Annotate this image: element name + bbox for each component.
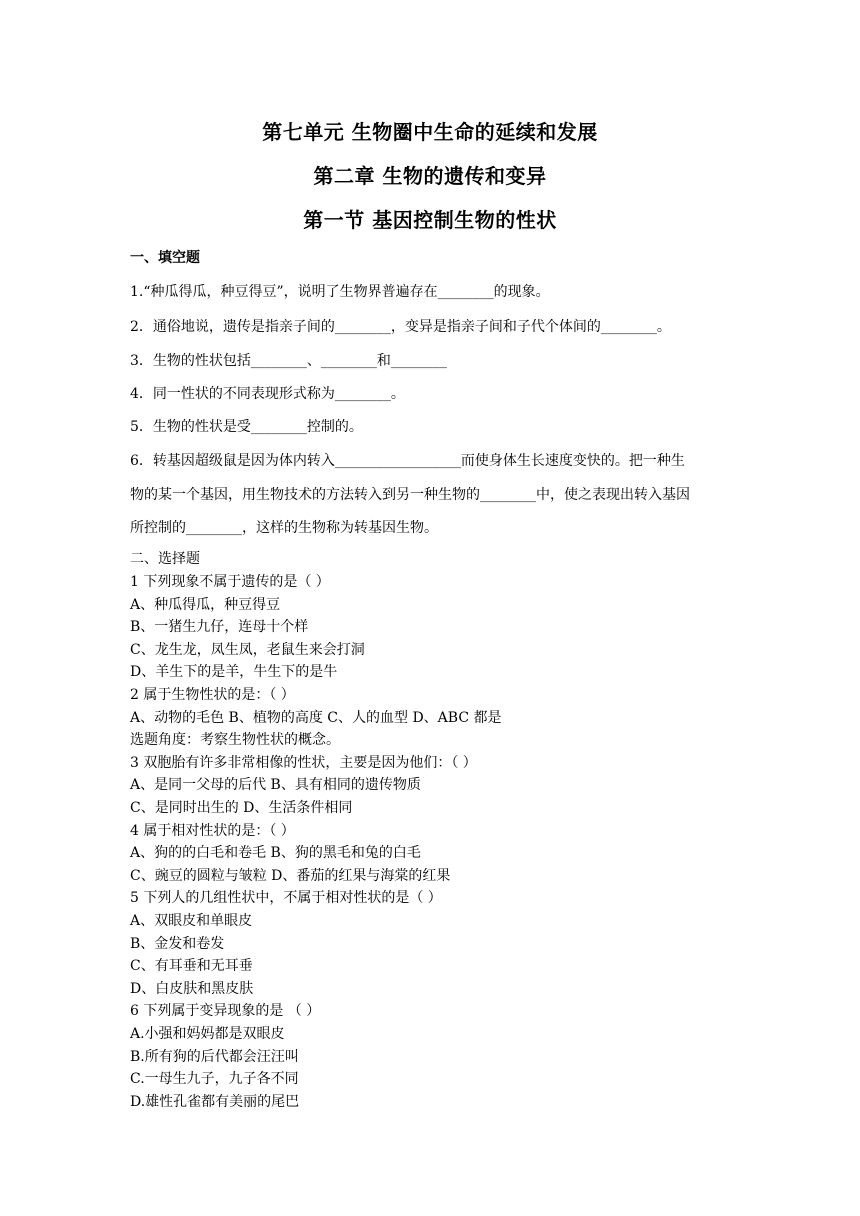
choice-line: 2 属于生物性状的是：（ ） xyxy=(130,687,295,703)
choice-line: B、一猪生九仔，连母十个样 xyxy=(130,619,309,636)
choice-line: C.一母生九子，九子各不同 xyxy=(130,1071,299,1088)
choice-line: A、种瓜得瓜，种豆得豆 xyxy=(130,596,281,613)
choice-line: A.小强和妈妈都是双眼皮 xyxy=(130,1026,285,1042)
fill-question-6-line-2: 物的某一个基因，用生物技术的方法转入到另一种生物的________中，使之表现出转入基因 xyxy=(130,487,690,503)
choice-line: D.雄性孔雀都有美丽的尾巴 xyxy=(130,1093,300,1110)
choice-line: D、白皮肤和黑皮肤 xyxy=(130,980,254,997)
fill-question-3: 3．生物的性状包括________、________和________ xyxy=(130,353,447,369)
choice-line: 选题角度：考察生物性状的概念。 xyxy=(130,732,340,749)
choice-line: 4 属于相对性状的是：（ ） xyxy=(130,822,295,839)
choice-line: 6 下列属于变异现象的是 （ ） xyxy=(130,1003,321,1020)
unit-title: 第七单元 生物圈中生命的延续和发展 xyxy=(262,120,598,144)
fill-question-2: 2．通俗地说，遗传是指亲子间的________，变异是指亲子间和子代个体间的________。 xyxy=(130,319,671,335)
fill-question-1: 1.“种瓜得瓜，种豆得豆”，说明了生物界普遍存在________的现象。 xyxy=(130,284,550,300)
choice-line: 1 下列现象不属于遗传的是（ ） xyxy=(130,574,330,590)
choice-line: A、双眼皮和单眼皮 xyxy=(130,913,253,929)
choice-line: 3 双胞胎有许多非常相像的性状，主要是因为他们：（ ） xyxy=(130,754,477,771)
chapter-title: 第二章 生物的遗传和变异 xyxy=(313,164,547,188)
choice-line: A、是同一父母的后代 B、具有相同的遗传物质 xyxy=(130,777,421,794)
choice-line: A、动物的毛色 B、植物的高度 C、人的血型 D、ABC 都是 xyxy=(130,709,502,726)
choice-line: 5 下列人的几组性状中，不属于相对性状的是（ ） xyxy=(130,890,442,907)
choice-line: D、羊生下的是羊，牛生下的是牛 xyxy=(130,664,338,681)
choice-heading: 二、选择题 xyxy=(130,551,200,567)
fill-question-4: 4．同一性状的不同表现形式称为________。 xyxy=(130,386,405,402)
choice-line: C、龙生龙，凤生凤，老鼠生来会打洞 xyxy=(130,641,365,658)
choice-line: A、狗的的白毛和卷毛 B、狗的黑毛和兔的白毛 xyxy=(130,845,421,862)
choice-line: C、豌豆的圆粒与皱粒 D、番茄的红果与海棠的红果 xyxy=(130,867,451,884)
choice-line: C、有耳垂和无耳垂 xyxy=(130,958,253,975)
fill-question-5: 5．生物的性状是受________控制的。 xyxy=(130,419,363,435)
choice-line: C、是同时出生的 D、生活条件相同 xyxy=(130,800,353,816)
choice-line: B、金发和卷发 xyxy=(130,935,225,952)
section-title: 第一节 基因控制生物的性状 xyxy=(303,208,557,232)
choice-line: B.所有狗的后代都会汪汪叫 xyxy=(130,1048,299,1065)
fill-question-6-line-1: 6．转基因超级鼠是因为体内转入__________________而使身体生长速度变快的。把一种生 xyxy=(130,453,685,469)
fill-in-heading: 一、填空题 xyxy=(130,250,200,266)
fill-question-6-line-3: 所控制的________，这样的生物称为转基因生物。 xyxy=(130,520,438,536)
